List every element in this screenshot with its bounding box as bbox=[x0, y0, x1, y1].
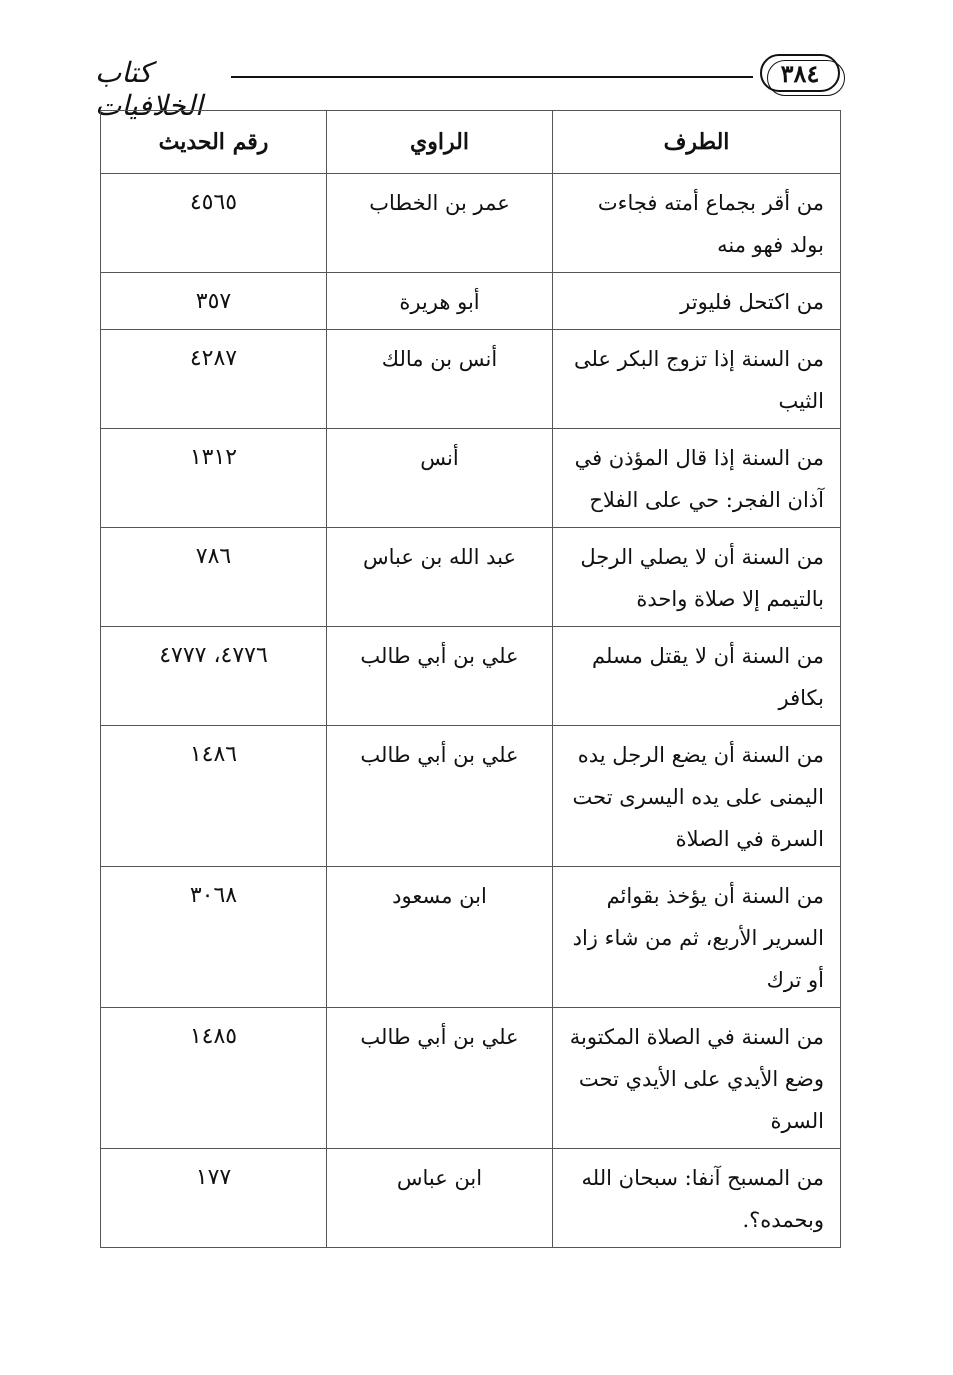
cell-taraf: من اكتحل فليوتر bbox=[553, 273, 841, 330]
cell-rawi: عبد الله بن عباس bbox=[327, 528, 553, 627]
cell-hadith-number: ١٤٨٥ bbox=[101, 1008, 327, 1149]
cell-rawi: ابن عباس bbox=[327, 1149, 553, 1248]
cell-hadith-number: ٧٨٦ bbox=[101, 528, 327, 627]
cell-hadith-number: ٤٢٨٧ bbox=[101, 330, 327, 429]
column-header-number: رقم الحديث bbox=[101, 111, 327, 174]
cell-hadith-number: ٤٥٦٥ bbox=[101, 174, 327, 273]
cell-rawi: علي بن أبي طالب bbox=[327, 726, 553, 867]
cell-taraf: من السنة أن لا يصلي الرجل بالتيمم إلا صلاة واحدة bbox=[553, 528, 841, 627]
cell-rawi: علي بن أبي طالب bbox=[327, 1008, 553, 1149]
hadith-index-table bbox=[100, 110, 841, 1248]
table-row bbox=[101, 273, 841, 330]
page-header bbox=[95, 52, 840, 122]
cell-taraf: من السنة إذا قال المؤذن في آذان الفجر: حي على الفلاح bbox=[553, 429, 841, 528]
cell-taraf: من المسبح آنفا: سبحان الله وبحمده؟. bbox=[553, 1149, 841, 1248]
cell-rawi: أنس بن مالك bbox=[327, 330, 553, 429]
table-row bbox=[101, 429, 841, 528]
header-rule bbox=[231, 76, 753, 78]
column-header-rawi: الراوي bbox=[327, 111, 553, 174]
table-row bbox=[101, 1149, 841, 1248]
table-header-row bbox=[101, 111, 841, 174]
cell-hadith-number: ١٤٨٦ bbox=[101, 726, 327, 867]
cell-rawi: عمر بن الخطاب bbox=[327, 174, 553, 273]
cell-taraf: من أقر بجماع أمته فجاءت بولد فهو منه bbox=[553, 174, 841, 273]
table-row bbox=[101, 528, 841, 627]
cell-hadith-number: ٣٠٦٨ bbox=[101, 867, 327, 1008]
cell-hadith-number: ١٣١٢ bbox=[101, 429, 327, 528]
cell-rawi: أنس bbox=[327, 429, 553, 528]
column-header-taraf: الطرف bbox=[553, 111, 841, 174]
cell-rawi: ابن مسعود bbox=[327, 867, 553, 1008]
cell-rawi: أبو هريرة bbox=[327, 273, 553, 330]
cell-hadith-number: ٤٧٧٦، ٤٧٧٧ bbox=[101, 627, 327, 726]
table-row bbox=[101, 330, 841, 429]
cell-taraf: من السنة أن يضع الرجل يده اليمنى على يده اليسرى تحت السرة في الصلاة bbox=[553, 726, 841, 867]
cell-taraf: من السنة إذا تزوج البكر على الثيب bbox=[553, 330, 841, 429]
cell-hadith-number: ١٧٧ bbox=[101, 1149, 327, 1248]
table-row bbox=[101, 726, 841, 867]
cell-taraf: من السنة أن يؤخذ بقوائم السرير الأربع، ثم من شاء زاد أو ترك bbox=[553, 867, 841, 1008]
page-number: ٣٨٤ bbox=[780, 58, 820, 88]
book-title: كتاب الخلافيات bbox=[95, 56, 203, 122]
table-row bbox=[101, 1008, 841, 1149]
table-row bbox=[101, 867, 841, 1008]
cell-rawi: علي بن أبي طالب bbox=[327, 627, 553, 726]
page-number-badge bbox=[760, 54, 840, 92]
cell-hadith-number: ٣٥٧ bbox=[101, 273, 327, 330]
cell-taraf: من السنة أن لا يقتل مسلم بكافر bbox=[553, 627, 841, 726]
table-row bbox=[101, 174, 841, 273]
cell-taraf: من السنة في الصلاة المكتوبة وضع الأيدي على الأيدي تحت السرة bbox=[553, 1008, 841, 1149]
table-row bbox=[101, 627, 841, 726]
